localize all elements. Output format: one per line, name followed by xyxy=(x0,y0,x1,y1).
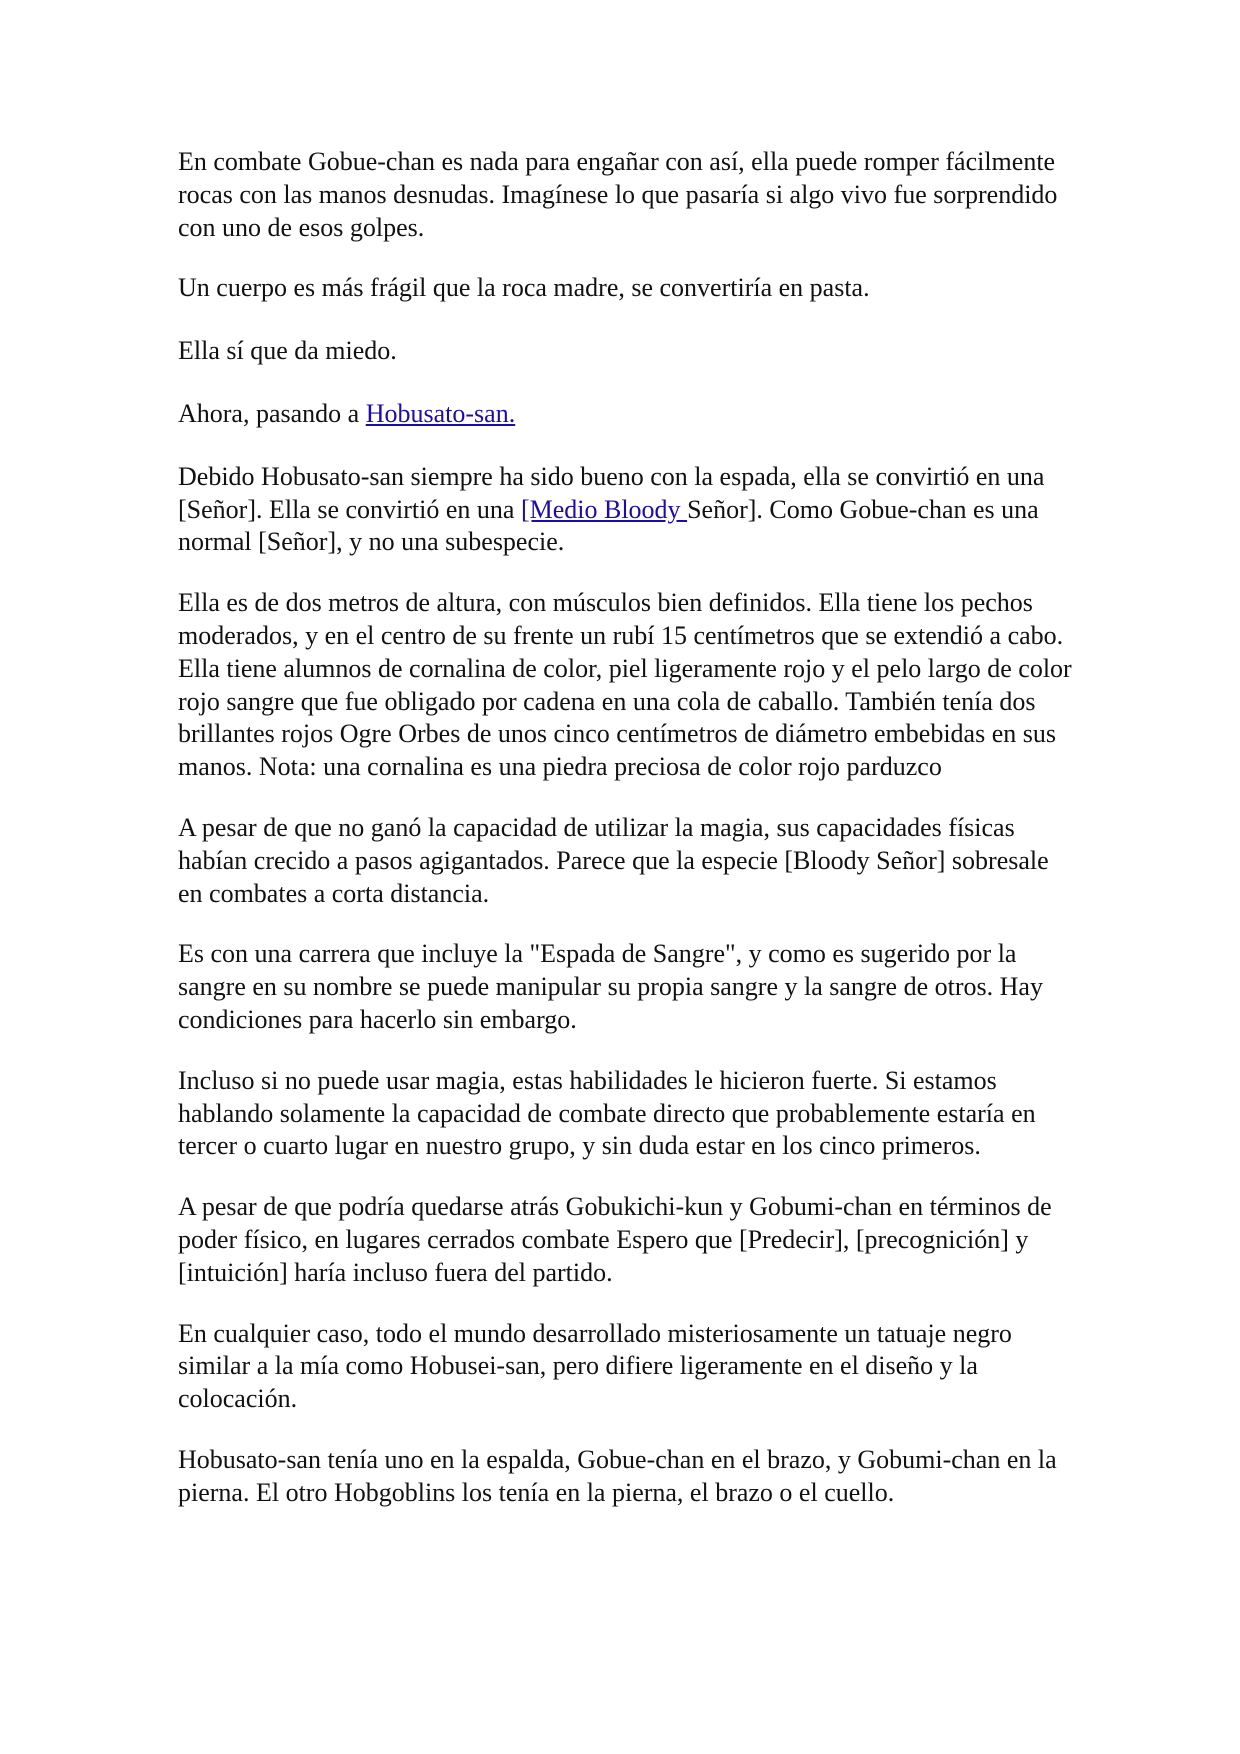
paragraph-5 xyxy=(178,461,1078,559)
paragraph-8: Es con una carrera que incluye la "Espada de Sangre", y como es sugerido por la sangre en su nombre se puede manipular su propia sangre y la sangre de otros. Hay condiciones para hacerlo sin embargo. xyxy=(178,939,1043,1034)
paragraph-7: A pesar de que no ganó la capacidad de utilizar la magia, sus capacidades físicas habían crecido a pasos agigantados. Parece que la especie [Bloody Señor] sobresale en combates a corta distancia. xyxy=(178,812,1049,908)
paragraph-5-text-after: Señor]. Como Gobue-chan es una normal [Señor], y no una subespecie. xyxy=(178,494,1039,557)
paragraph-1: En combate Gobue-chan es nada para engañar con así, ella puede romper fácilmente rocas con las manos desnudas. Imagínese lo que pasaría si algo vivo fue sorprendido con uno de esos golpes. xyxy=(178,147,1058,242)
paragraph-5-text-before: Debido Hobusato-san siempre ha sido bueno con la espada, ella se convirtió en una [Señor]. Ella se convirtió en una xyxy=(178,461,1045,524)
paragraph-3: Ella sí que da miedo. xyxy=(178,336,397,366)
paragraph-4-text: Ahora, pasando a xyxy=(178,398,366,428)
hobusato-san-link[interactable]: Hobusato-san. xyxy=(365,398,516,428)
document-page xyxy=(178,146,1078,1538)
paragraph-6: Ella es de dos metros de altura, con músculos bien definidos. Ella tiene los pechos moderados, y en el centro de su frente un rubí 15 centímetros que se extendió a cabo. Ella tiene alumnos de cornalina de color, piel ligeramente rojo y el pelo largo de color rojo sangre que fue obligado por cadena en una cola de caballo. También tenía dos brillantes rojos Ogre Orbes de unos cinco centímetros de diámetro embebidas en sus manos. Nota: una cornalina es una piedra preciosa de color rojo parduzco xyxy=(178,588,1072,782)
paragraph-4 xyxy=(178,398,1078,431)
medio-bloody-link[interactable]: [Medio Bloody xyxy=(520,494,688,524)
paragraph-12: Hobusato-san tenía uno en la espalda, Gobue-chan en el brazo, y Gobumi-chan en la pierna. El otro Hobgoblins los tenía en la pierna, el brazo o el cuello. xyxy=(178,1444,1057,1507)
paragraph-9: Incluso si no puede usar magia, estas habilidades le hicieron fuerte. Si estamos hablando solamente la capacidad de combate directo que probablemente estaría en tercer o cuarto lugar en nuestro grupo, y sin duda estar en los cinco primeros. xyxy=(178,1065,1036,1161)
paragraph-10: A pesar de que podría quedarse atrás Gobukichi-kun y Gobumi-chan en términos de poder físico, en lugares cerrados combate Espero que [Predecir], [precognición] y [intuición] haría incluso fuera del partido. xyxy=(178,1192,1052,1287)
paragraph-11: En cualquier caso, todo el mundo desarrollado misteriosamente un tatuaje negro similar a la mía como Hobusei-san, pero difiere ligeramente en el diseño y la colocación. xyxy=(178,1318,1012,1414)
paragraph-2: Un cuerpo es más frágil que la roca madre, se convertiría en pasta. xyxy=(178,273,870,303)
